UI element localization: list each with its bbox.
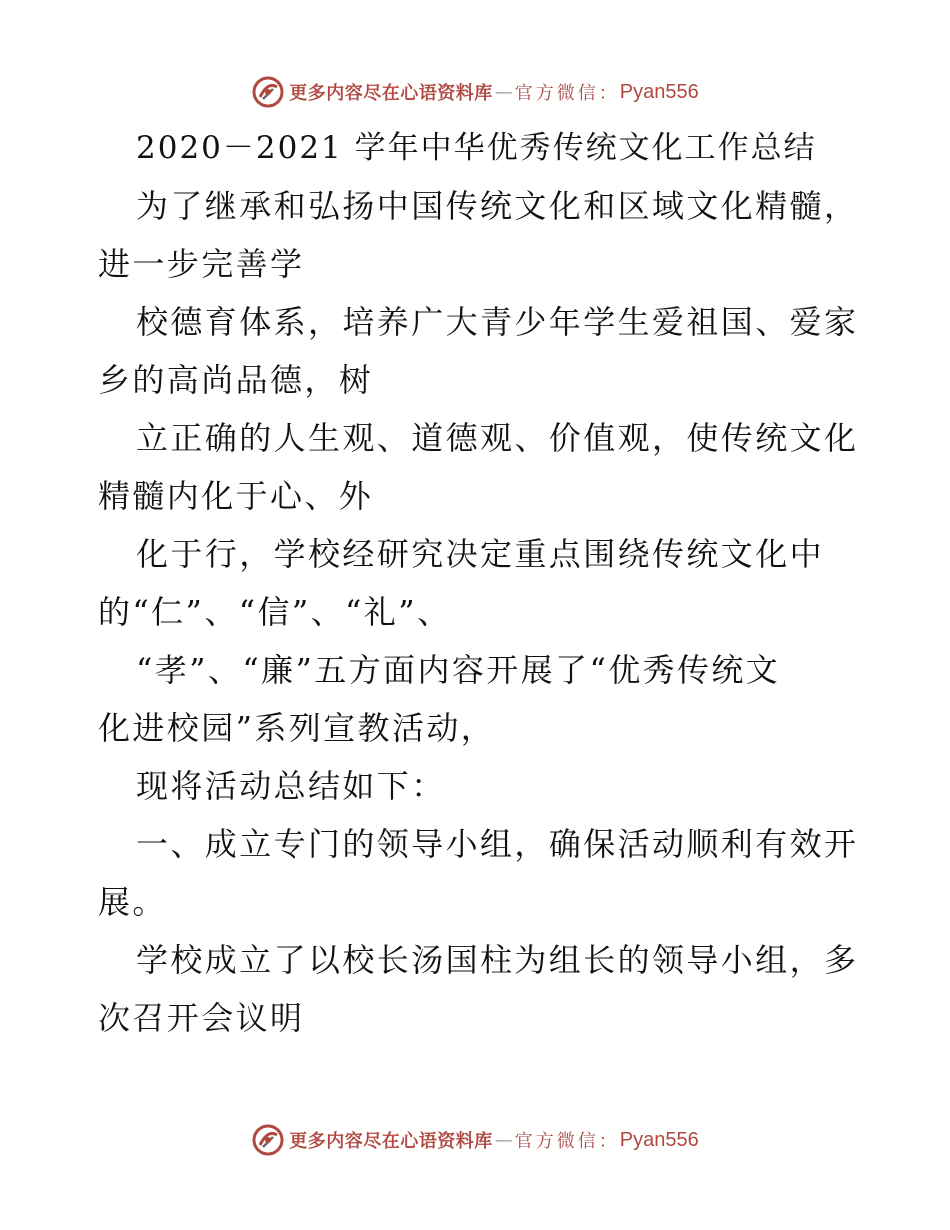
watermark-brand: 更多内容尽在心语资料库 (289, 1131, 493, 1152)
watermark-brand: 更多内容尽在心语资料库 (289, 83, 493, 104)
paragraph-line: 学校成立了以校长汤国柱为组长的领导小组，多 (136, 941, 859, 979)
section-heading-continued: 展。 (98, 883, 167, 921)
logo-icon (251, 1123, 285, 1157)
section-heading: 一、成立专门的领导小组，确保活动顺利有效开 (136, 825, 859, 863)
paragraph-line: 乡的高尚品德，树 (98, 361, 374, 399)
paragraph-line: 校德育体系，培养广大青少年学生爱祖国、爱家 (136, 303, 859, 341)
paragraph-line: 为了继承和弘扬中国传统文化和区域文化精髓， (136, 187, 859, 225)
paragraph-line: “孝”、“廉”五方面内容开展了“优秀传统文 (136, 651, 781, 689)
footer-watermark (0, 1118, 950, 1162)
paragraph-line: 次召开会议明 (98, 999, 305, 1037)
paragraph-line: 化进校园”系列宣教活动， (98, 709, 496, 747)
watermark-wechat-label: 官方微信： (514, 83, 620, 104)
watermark-separator: — (494, 81, 513, 103)
paragraph-line: 精髓内化于心、外 (98, 477, 374, 515)
watermark-wechat-label: 官方微信： (514, 1131, 620, 1152)
watermark-wechat-id: Pyan556 (619, 1128, 699, 1151)
watermark-wechat-id: Pyan556 (619, 80, 699, 103)
paragraph-line: 现将活动总结如下： (136, 767, 446, 805)
logo-icon (251, 75, 285, 109)
paragraph-line: 化于行，学校经研究决定重点围绕传统文化中 (136, 535, 825, 573)
paragraph-line: 立正确的人生观、道德观、价值观，使传统文化 (136, 419, 859, 457)
header-watermark (0, 70, 950, 114)
watermark-separator: — (494, 1129, 513, 1151)
paragraph-line: 的“仁”、“信”、“礼”、 (98, 593, 452, 631)
document-title: 2020－2021 学年中华优秀传统文化工作总结 (136, 130, 817, 166)
paragraph-line: 进一步完善学 (98, 245, 305, 283)
